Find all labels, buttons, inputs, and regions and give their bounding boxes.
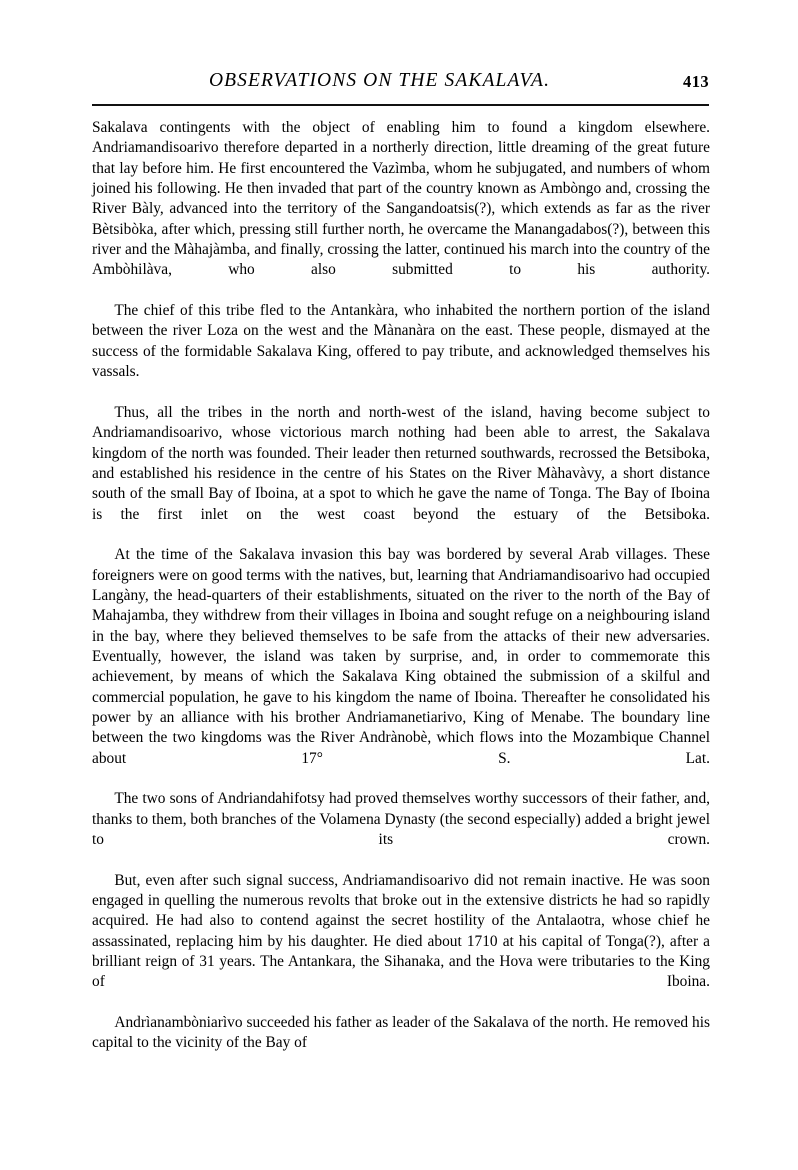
- header-divider: [92, 104, 709, 106]
- paragraph: At the time of the Sakalava invasion this bay was bordered by several Arab villages. These foreigners were on good terms with the natives, but, learning that Andriamandisoarivo had occupied Langàny, the head-quarters of their establishments, situated on the river to the north of the Bay of Mahajamba, they withdrew from their villages in Iboina and sought refuge on a neighbouring island in the bay, where they believed themselves to be safe from the attacks of their new adversaries. Eventually, however, the island was taken by surprise, and, in order to commemorate this achievement, by means of which the Sakalava King obtained the submission of a skilful and commercial population, he gave to his kingdom the name of Iboina. Thereafter he consolidated his power by an alliance with his brother Andriamanetiarivo, King of Menabe. The boundary line between the two kingdoms was the River Andrànobè, which flows into the Mozambique Channel about 17° S. Lat.: [92, 546, 710, 767]
- paragraph: The two sons of Andriandahifotsy had proved themselves worthy successors of their father, and, thanks to them, both branches of the Volamena Dynasty (the second especially) added a bright jewel to its crown.: [92, 790, 710, 849]
- paragraph: But, even after such signal success, Andriamandisoarivo did not remain inactive. He was soon engaged in quelling the numerous revolts that broke out in the extensive districts he had so rapidly acquired. He had also to contend against the secret hostility of the Antalaotra, whose chief he assassinated, replacing him by his daughter. He died about 1710 at his capital of Tonga(?), after a brilliant reign of 31 years. The Antankara, the Sihanaka, and the Hova were tributaries to the King of Iboina.: [92, 871, 710, 991]
- page-title: OBSERVATIONS ON THE SAKALAVA.: [208, 70, 551, 91]
- paragraph: Sakalava contingents with the object of enabling him to found a kingdom elsewhere. Andriamandisoarivo therefore departed in a northerly direction, little dreaming of the great future that lay before him. He first encountered the Vazìmba, whom he subjugated, and numbers of whom joined his following. He then invaded that part of the country known as Ambòngo and, crossing the River Bàly, advanced into the territory of the Sangandoatsis(?), which extends as far as the river Bètsibòka, after which, pressing still further north, he overcame the Manangadabos(?), between this river and the Màhajàmba, and finally, crossing the latter, continued his march into the country of the Ambòhilàva, who also submitted to his authority.: [92, 119, 710, 279]
- running-head: [92, 70, 709, 100]
- paragraph: The chief of this tribe fled to the Antankàra, who inhabited the northern portion of the island between the river Loza on the west and the Mànanàra on the east. These people, dismayed at the success of the formidable Sakalava King, offered to pay tribute, and acknowledged themselves his vassals.: [92, 302, 710, 381]
- paragraph: Thus, all the tribes in the north and north-west of the island, having become subject to Andriamandisoarivo, whose victorious march nothing had been able to arrest, the Sakalava kingdom of the north was founded. Their leader then returned southwards, recrossed the Betsiboka, and established his residence in the centre of his States on the River Màhavàvy, a short distance south of the small Bay of Iboina, at a spot to which he gave the name of Tonga. The Bay of Iboina is the first inlet on the west coast beyond the estuary of the Betsiboka.: [92, 403, 710, 523]
- paragraph: Andrìanambòniarìvo succeeded his father as leader of the Sakalava of the north. He removed his capital to the vicinity of the Bay of: [92, 1014, 710, 1052]
- page-number: 413: [683, 72, 709, 91]
- body-text: [92, 118, 710, 1054]
